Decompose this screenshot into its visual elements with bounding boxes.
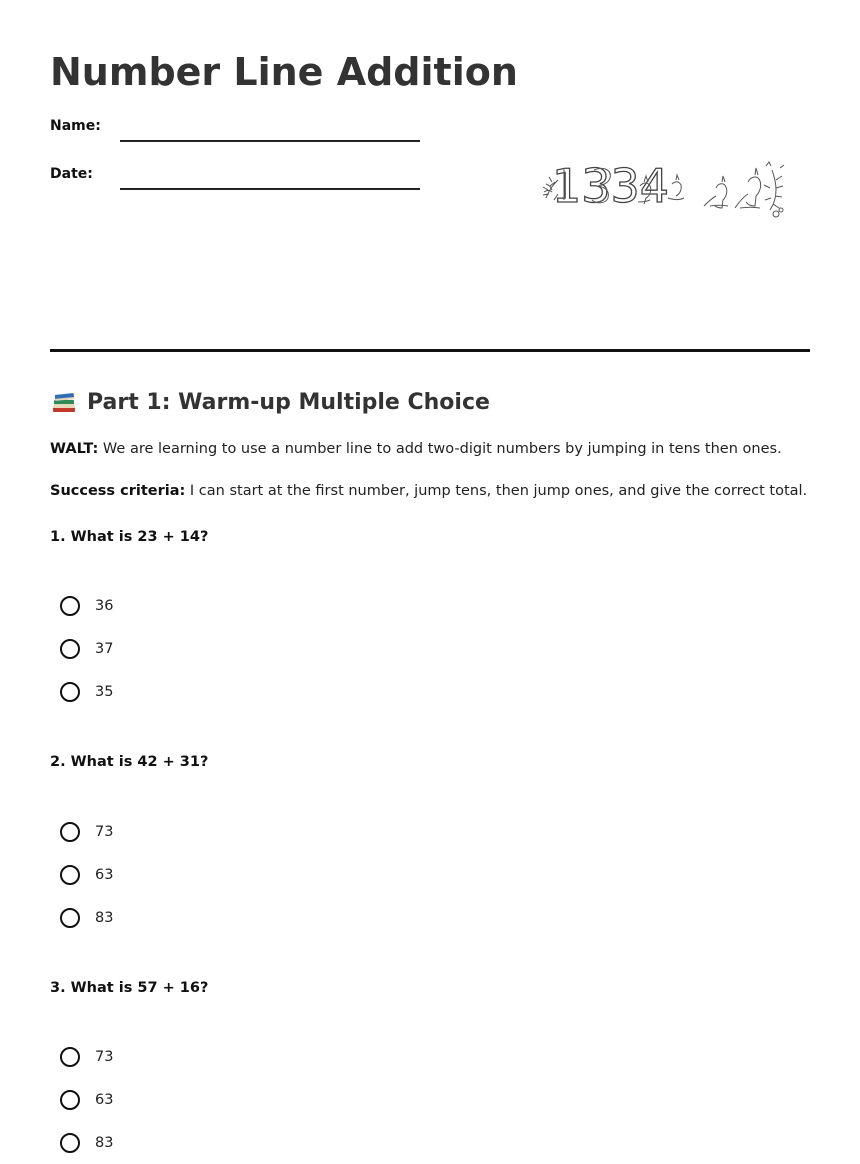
walt-label: WALT: (50, 441, 99, 457)
success-criteria-text: I can start at the first number, jump tens, then jump ones, and give the correct total. (185, 483, 808, 499)
question-3: 3. What is 57 + 16? (50, 980, 209, 996)
radio-button[interactable] (60, 682, 80, 702)
question-1-options (60, 584, 113, 713)
question-1: 1. What is 23 + 14? (50, 529, 209, 545)
question-3-options (60, 1035, 113, 1164)
option-label: 83 (95, 1134, 114, 1151)
question-2-option-a[interactable] (60, 810, 113, 853)
option-label: 37 (95, 640, 114, 657)
section-divider (50, 349, 810, 352)
name-write-line[interactable] (120, 140, 420, 142)
radio-button[interactable] (60, 822, 80, 842)
part1-heading (50, 388, 490, 416)
question-1-option-c[interactable] (60, 670, 113, 713)
walt-text: We are learning to use a number line to add two-digit numbers by jumping in tens then ones. (98, 441, 782, 457)
radio-button[interactable] (60, 865, 80, 885)
walt-statement (50, 441, 782, 457)
option-label: 36 (95, 597, 114, 614)
name-label: Name: (50, 118, 101, 134)
option-label: 73 (95, 1048, 114, 1065)
date-label: Date: (50, 166, 93, 182)
option-label: 73 (95, 823, 114, 840)
name-field-row (50, 118, 420, 134)
question-2-option-c[interactable] (60, 896, 113, 939)
question-3-option-a[interactable] (60, 1035, 113, 1078)
question-2: 2. What is 42 + 31? (50, 754, 209, 770)
radio-button[interactable] (60, 639, 80, 659)
question-1-option-b[interactable] (60, 627, 113, 670)
success-criteria-label: Success criteria: (50, 483, 186, 499)
question-3-option-c[interactable] (60, 1121, 113, 1164)
question-1-option-a[interactable] (60, 584, 113, 627)
option-label: 35 (95, 683, 114, 700)
radio-button[interactable] (60, 1047, 80, 1067)
question-2-option-b[interactable] (60, 853, 113, 896)
question-2-options (60, 810, 113, 939)
logo-digits: 1334 (552, 159, 670, 213)
date-write-line[interactable] (120, 188, 420, 190)
option-label: 83 (95, 909, 114, 926)
part1-heading-text: Part 1: Warm-up Multiple Choice (87, 389, 490, 415)
radio-button[interactable] (60, 596, 80, 616)
date-field-row (50, 166, 420, 182)
kangaroo-numbers-logo (540, 158, 800, 224)
radio-button[interactable] (60, 1133, 80, 1153)
option-label: 63 (95, 866, 114, 883)
radio-button[interactable] (60, 908, 80, 928)
worksheet-title: Number Line Addition (50, 50, 518, 94)
success-criteria (50, 483, 807, 499)
radio-button[interactable] (60, 1090, 80, 1110)
question-3-option-b[interactable] (60, 1078, 113, 1121)
books-icon (50, 388, 78, 416)
option-label: 63 (95, 1091, 114, 1108)
